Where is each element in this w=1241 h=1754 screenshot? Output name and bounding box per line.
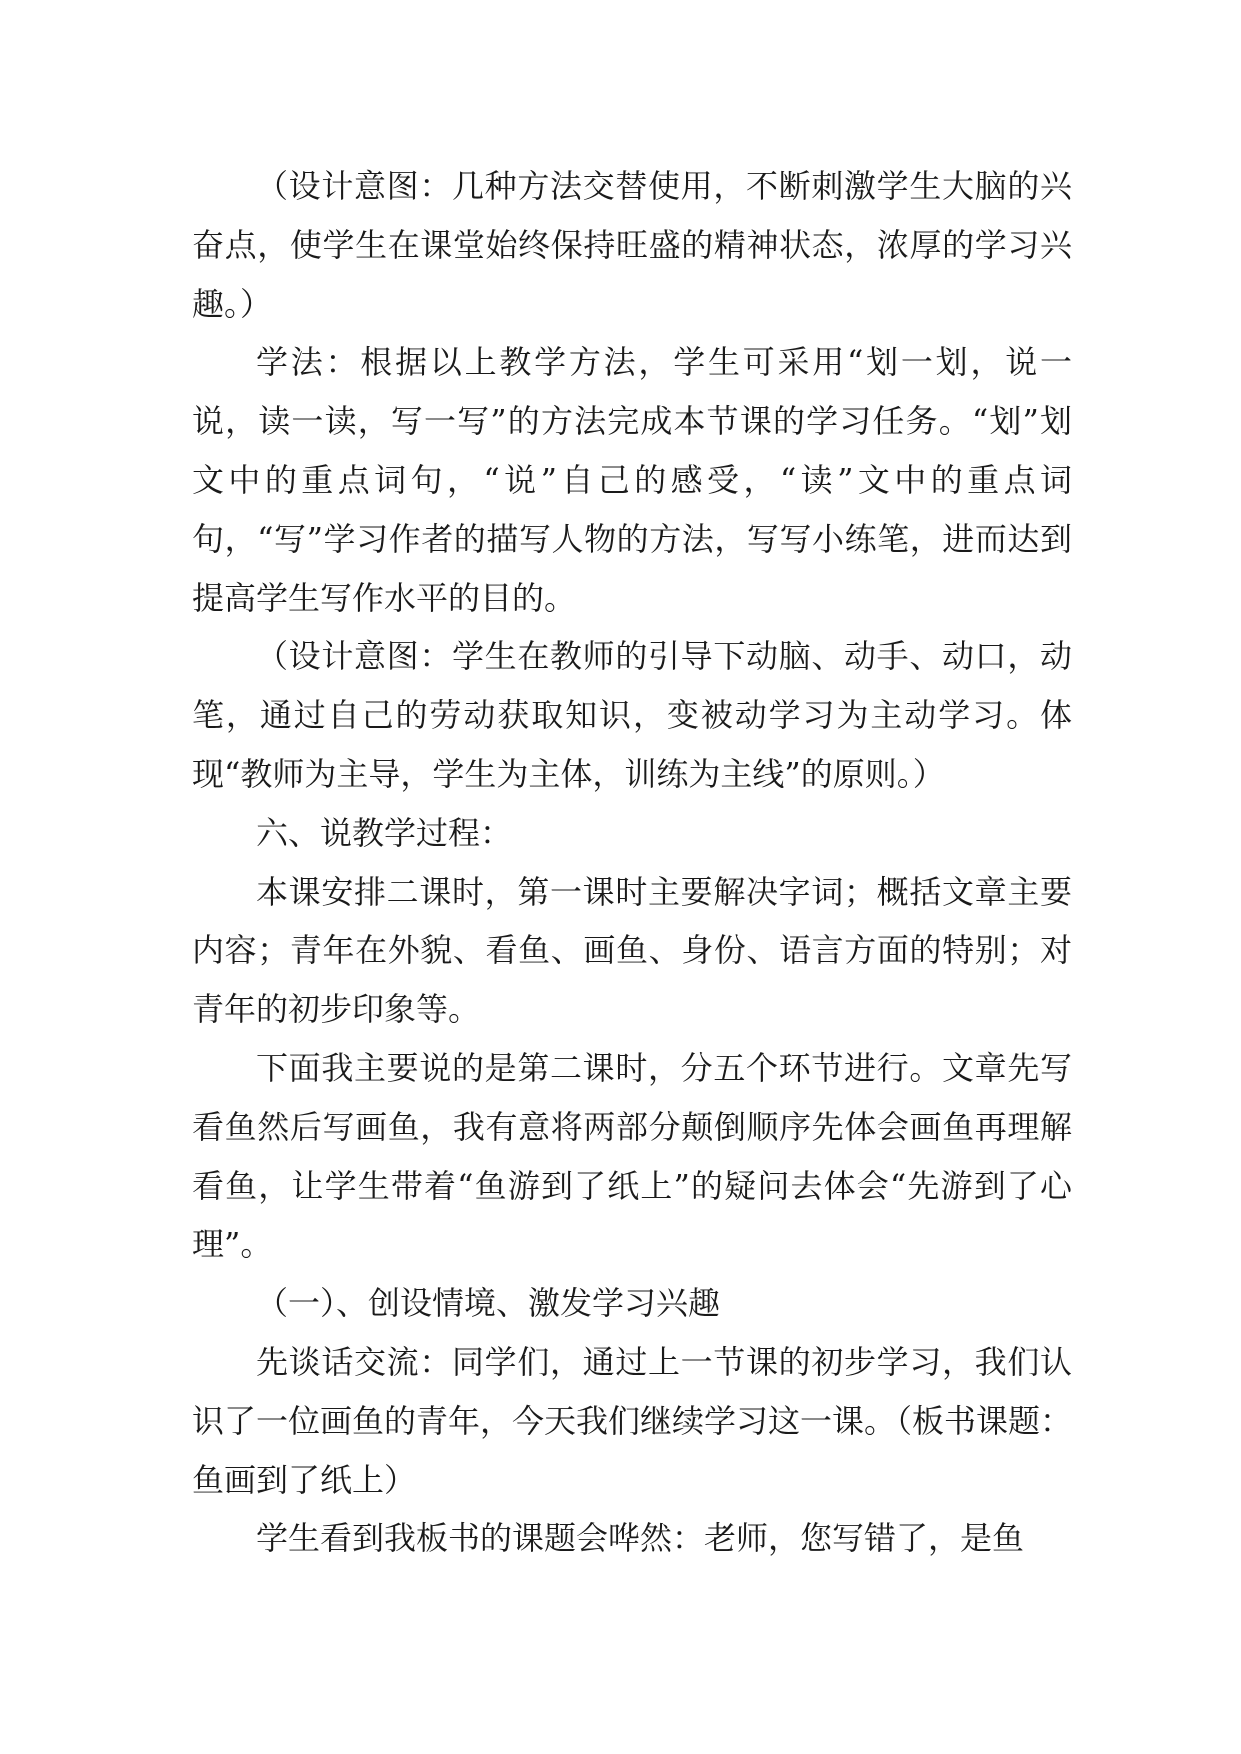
- body-text: [192, 157, 1072, 1568]
- paragraph-lesson-arrangement: 本课安排二课时，第一课时主要解决字词；概括文章主要内容；青年在外貌、看鱼、画鱼、身份、语言方面的特别；对青年的初步印象等。: [192, 872, 1072, 1029]
- paragraph-conversation: 先谈话交流：同学们，通过上一节课的初步学习，我们认识了一位画鱼的青年，今天我们继续学习这一课。（板书课题：鱼画到了纸上）: [192, 1342, 1073, 1499]
- section-heading-teaching-process: 六、说教学过程：: [256, 813, 513, 852]
- subheading-create-situation: （一）、创设情境、激发学习兴趣: [256, 1284, 721, 1323]
- paragraph-design-intent-2: （设计意图：学生在教师的引导下动脑、动手、动口，动笔，通过自己的劳动获取知识，变被动学习为主动学习。体现“教师为主导，学生为主体，训练为主线”的原则。）: [192, 637, 1072, 793]
- paragraph-student-reaction: 学生看到我板书的课题会哗然：老师，您写错了，是鱼: [256, 1519, 1025, 1558]
- paragraph-learning-method: 学法：根据以上教学方法，学生可采用“划一划，说一说，读一读，写一写”的方法完成本节课的学习任务。“划”划文中的重点词句，“说”自己的感受，“读”文中的重点词句，“写”学习作者的描写人物的方法，写写小练笔，进而达到提高学生写作水平的目的。: [192, 343, 1072, 617]
- paragraph-second-lesson: 下面我主要说的是第二课时，分五个环节进行。文章先写看鱼然后写画鱼，我有意将两部分颠倒顺序先体会画鱼再理解看鱼，让学生带着“鱼游到了纸上”的疑问去体会“先游到了心理”。: [192, 1048, 1072, 1264]
- paragraph-design-intent-1: （设计意图：几种方法交替使用，不断刺激学生大脑的兴奋点，使学生在课堂始终保持旺盛的精神状态，浓厚的学习兴趣。）: [192, 167, 1072, 323]
